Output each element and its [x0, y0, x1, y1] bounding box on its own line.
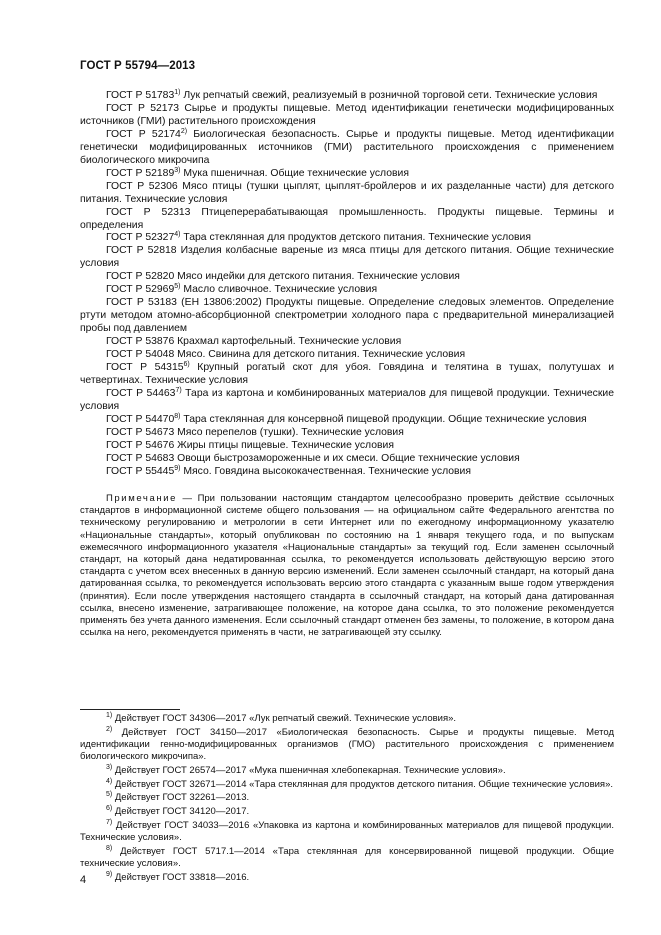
reference-item — [80, 168, 614, 181]
note-label: Примечание — [106, 493, 177, 504]
reference-title: Мука пшеничная. Общие технические условия — [180, 167, 409, 179]
reference-code: ГОСТ Р 52969 — [106, 284, 175, 296]
page-number: 4 — [80, 874, 87, 886]
reference-title: Мясо. Говядина высококачественная. Технические условия — [180, 465, 471, 477]
footnote-item — [80, 820, 614, 844]
footnote-text: Действует ГОСТ 34306—2017 «Лук репчатый свежий. Технические условия». — [112, 713, 457, 724]
reference-code: ГОСТ Р 54683 Овощи быстрозамороженные и их смеси. Общие технические условия — [106, 452, 520, 464]
footnote-item — [80, 806, 614, 818]
reference-code: ГОСТ Р 54673 Мясо перепелов (тушки). Технические условия — [106, 426, 404, 438]
reference-item — [80, 414, 614, 427]
footnote-marker: 8) — [174, 412, 181, 420]
footnote-text: Действует ГОСТ 34120—2017. — [112, 806, 250, 818]
reference-item — [80, 297, 614, 336]
reference-item — [80, 466, 614, 479]
reference-item — [80, 129, 614, 168]
footnote-marker: 9) — [174, 464, 181, 472]
reference-code: ГОСТ Р 54048 Мясо. Свинина для детского питания. Технические условия — [106, 349, 466, 361]
reference-item — [80, 245, 614, 271]
footnote-number: 2) — [106, 725, 113, 733]
footnote-marker: 1) — [174, 89, 181, 96]
footnote-marker: 6) — [183, 361, 190, 369]
reference-item — [80, 207, 614, 233]
reference-item — [80, 103, 614, 129]
reference-code: ГОСТ Р 52313 Птицеперерабатывающая промышленность. Продукты пищевые. Термины и определения — [80, 206, 614, 231]
reference-code: ГОСТ Р 52820 Мясо индейки для детского питания. Технические условия — [106, 271, 460, 283]
reference-title: Крупный рогатый скот для убоя. Говядина и телятина в тушах, полутушах и четвертинах. Технические условия — [80, 362, 614, 386]
footnote-number: 8) — [106, 845, 113, 853]
footnote-item — [80, 872, 614, 884]
reference-item — [80, 362, 614, 388]
footnote-separator — [80, 709, 180, 710]
reference-title: Биологическая безопасность. Сырье и продукты пищевые. Метод идентификации генетически модифицированных источников (ГМИ) растительного происхождения с применением биологического микрочипа — [80, 128, 615, 166]
reference-item — [80, 440, 614, 453]
reference-item — [80, 271, 614, 284]
footnote-marker: 5) — [174, 283, 181, 291]
note-paragraph — [80, 493, 614, 639]
reference-item — [80, 232, 614, 245]
reference-item — [80, 336, 614, 349]
reference-item — [80, 388, 614, 414]
footnote-number: 9) — [106, 870, 113, 878]
reference-code: ГОСТ Р 52174 — [106, 128, 181, 140]
reference-code: ГОСТ Р 53183 (ЕН 13806:2002) Продукты пищевые. Определение следовых элементов. Определение ртути методом атомно-абсорбционной спектрометрии холодного пара с предварительной минерализацией пробы под давлением — [80, 297, 614, 335]
footnote-number: 4) — [106, 777, 113, 785]
reference-item — [80, 181, 614, 207]
reference-code: ГОСТ Р 54676 Жиры птицы пищевые. Технические условия — [106, 439, 394, 451]
footnote-item — [80, 792, 614, 804]
footnote-text: Действует ГОСТ 5717.1—2014 «Тара стеклянная для консервированной пищевой продукции. Общие технические условия». — [80, 846, 614, 869]
footnote-marker: 7) — [175, 386, 182, 394]
footnote-number: 1) — [106, 712, 113, 719]
footnote-item — [80, 779, 614, 791]
reference-code: ГОСТ Р 54315 — [106, 362, 184, 374]
reference-item — [80, 453, 614, 466]
reference-item — [80, 349, 614, 362]
normative-references-list — [80, 90, 614, 479]
footnote-text: Действует ГОСТ 32261—2013. — [112, 792, 250, 804]
footnote-text: Действует ГОСТ 33818—2016. — [112, 871, 250, 883]
footnote-number: 5) — [106, 791, 113, 799]
reference-code: ГОСТ Р 53876 Крахмал картофельный. Технические условия — [106, 336, 402, 348]
footnote-text: Действует ГОСТ 32671—2014 «Тара стеклянная для продуктов детского питания. Общие технические условия». — [112, 778, 613, 790]
footnote-item — [80, 713, 614, 725]
reference-code: ГОСТ Р 52327 — [106, 232, 175, 244]
reference-title: Тара стеклянная для консервной пищевой продукции. Общие технические условия — [180, 413, 587, 425]
note-text: — При пользовании настоящим стандартом целесообразно проверить действие ссылочных стандартов в информационной системе общего пользования — на официальном сайте Федерального агентства по техническому регулированию и метрологии в сети Интернет или по ежегодному информационному указателю «Национальные стандарты», который опубликован по состоянию на 1 января текущего года, и по выпускам ежемесячного информационного указателя «Национальные стандарты» за текущий год. Если заменен ссылочный стандарт, на который дана недатированная ссылка, то рекомендуется использовать действующую версию этого стандарта с учетом всех внесенных в данную версию изменений. Если заменен ссылочный стандарт, на который дана датированная ссылка, то рекомендуется использовать версию этого стандарта с указанным выше годом утверждения (принятия). Если после утверждения настоящего стандарта в ссылочный стандарт, на который дана датированная ссылка, внесено изменение, затрагивающее положение, на которое дана ссылка, то это положение рекомендуется применять без учета данного изменения. Если ссылочный стандарт отменен без замены, то положение, в котором дана ссылка на него, рекомендуется применять в части, не затрагивающей эту ссылку. — [80, 493, 614, 639]
reference-code: ГОСТ Р 52189 — [106, 167, 175, 179]
footnote-item — [80, 727, 614, 763]
reference-title: Масло сливочное. Технические условия — [180, 284, 378, 296]
reference-title: Лук репчатый свежий, реализуемый в розничной торговой сети. Технические условия — [180, 90, 598, 101]
reference-code: ГОСТ Р 52173 Сырье и продукты пищевые. Метод идентификации генетически модифицированных источников (ГМИ) растительного происхождения — [80, 102, 614, 127]
footnote-item — [80, 846, 614, 870]
footnote-marker: 4) — [174, 231, 181, 239]
reference-code: ГОСТ Р 54470 — [106, 413, 175, 425]
reference-code: ГОСТ Р 54463 — [106, 387, 176, 399]
footnote-text: Действует ГОСТ 34150—2017 «Биологическая безопасность. Сырье и продукты пищевые. Метод идентификации генно-модифицированных организмов (ГМО) растительного происхождения с применением биологического микрочипа». — [80, 726, 614, 762]
document-header: ГОСТ Р 55794—2013 — [80, 60, 196, 72]
reference-code: ГОСТ Р 52306 Мясо птицы (тушки цыплят, цыплят-бройлеров и их разделанные части) для детского питания. Технические условия — [80, 180, 614, 205]
reference-item — [80, 90, 614, 103]
reference-title: Тара из картона и комбинированных материалов для пищевой продукции. Технические условия — [80, 387, 614, 412]
footnote-item — [80, 765, 614, 777]
footnote-text: Действует ГОСТ 34033—2016 «Упаковка из картона и комбинированных материалов для пищевой продукции. Технические условия». — [80, 820, 614, 844]
reference-code: ГОСТ Р 52818 Изделия колбасные вареные из мяса птицы для детского питания. Общие технические условия — [80, 245, 614, 270]
footnotes-list — [80, 713, 614, 886]
footnote-marker: 2) — [180, 127, 188, 135]
footnote-marker: 3) — [174, 166, 181, 174]
reference-code: ГОСТ Р 51783 — [106, 90, 175, 101]
footnote-text: Действует ГОСТ 26574—2017 «Мука пшеничная хлебопекарная. Технические условия». — [112, 764, 506, 776]
footnote-number: 3) — [106, 763, 113, 771]
reference-code: ГОСТ Р 55445 — [106, 465, 175, 477]
reference-item — [80, 427, 614, 440]
footnote-number: 6) — [106, 805, 113, 813]
reference-item — [80, 284, 614, 297]
reference-title: Тара стеклянная для продуктов детского питания. Технические условия — [180, 232, 531, 244]
footnote-number: 7) — [106, 819, 113, 827]
